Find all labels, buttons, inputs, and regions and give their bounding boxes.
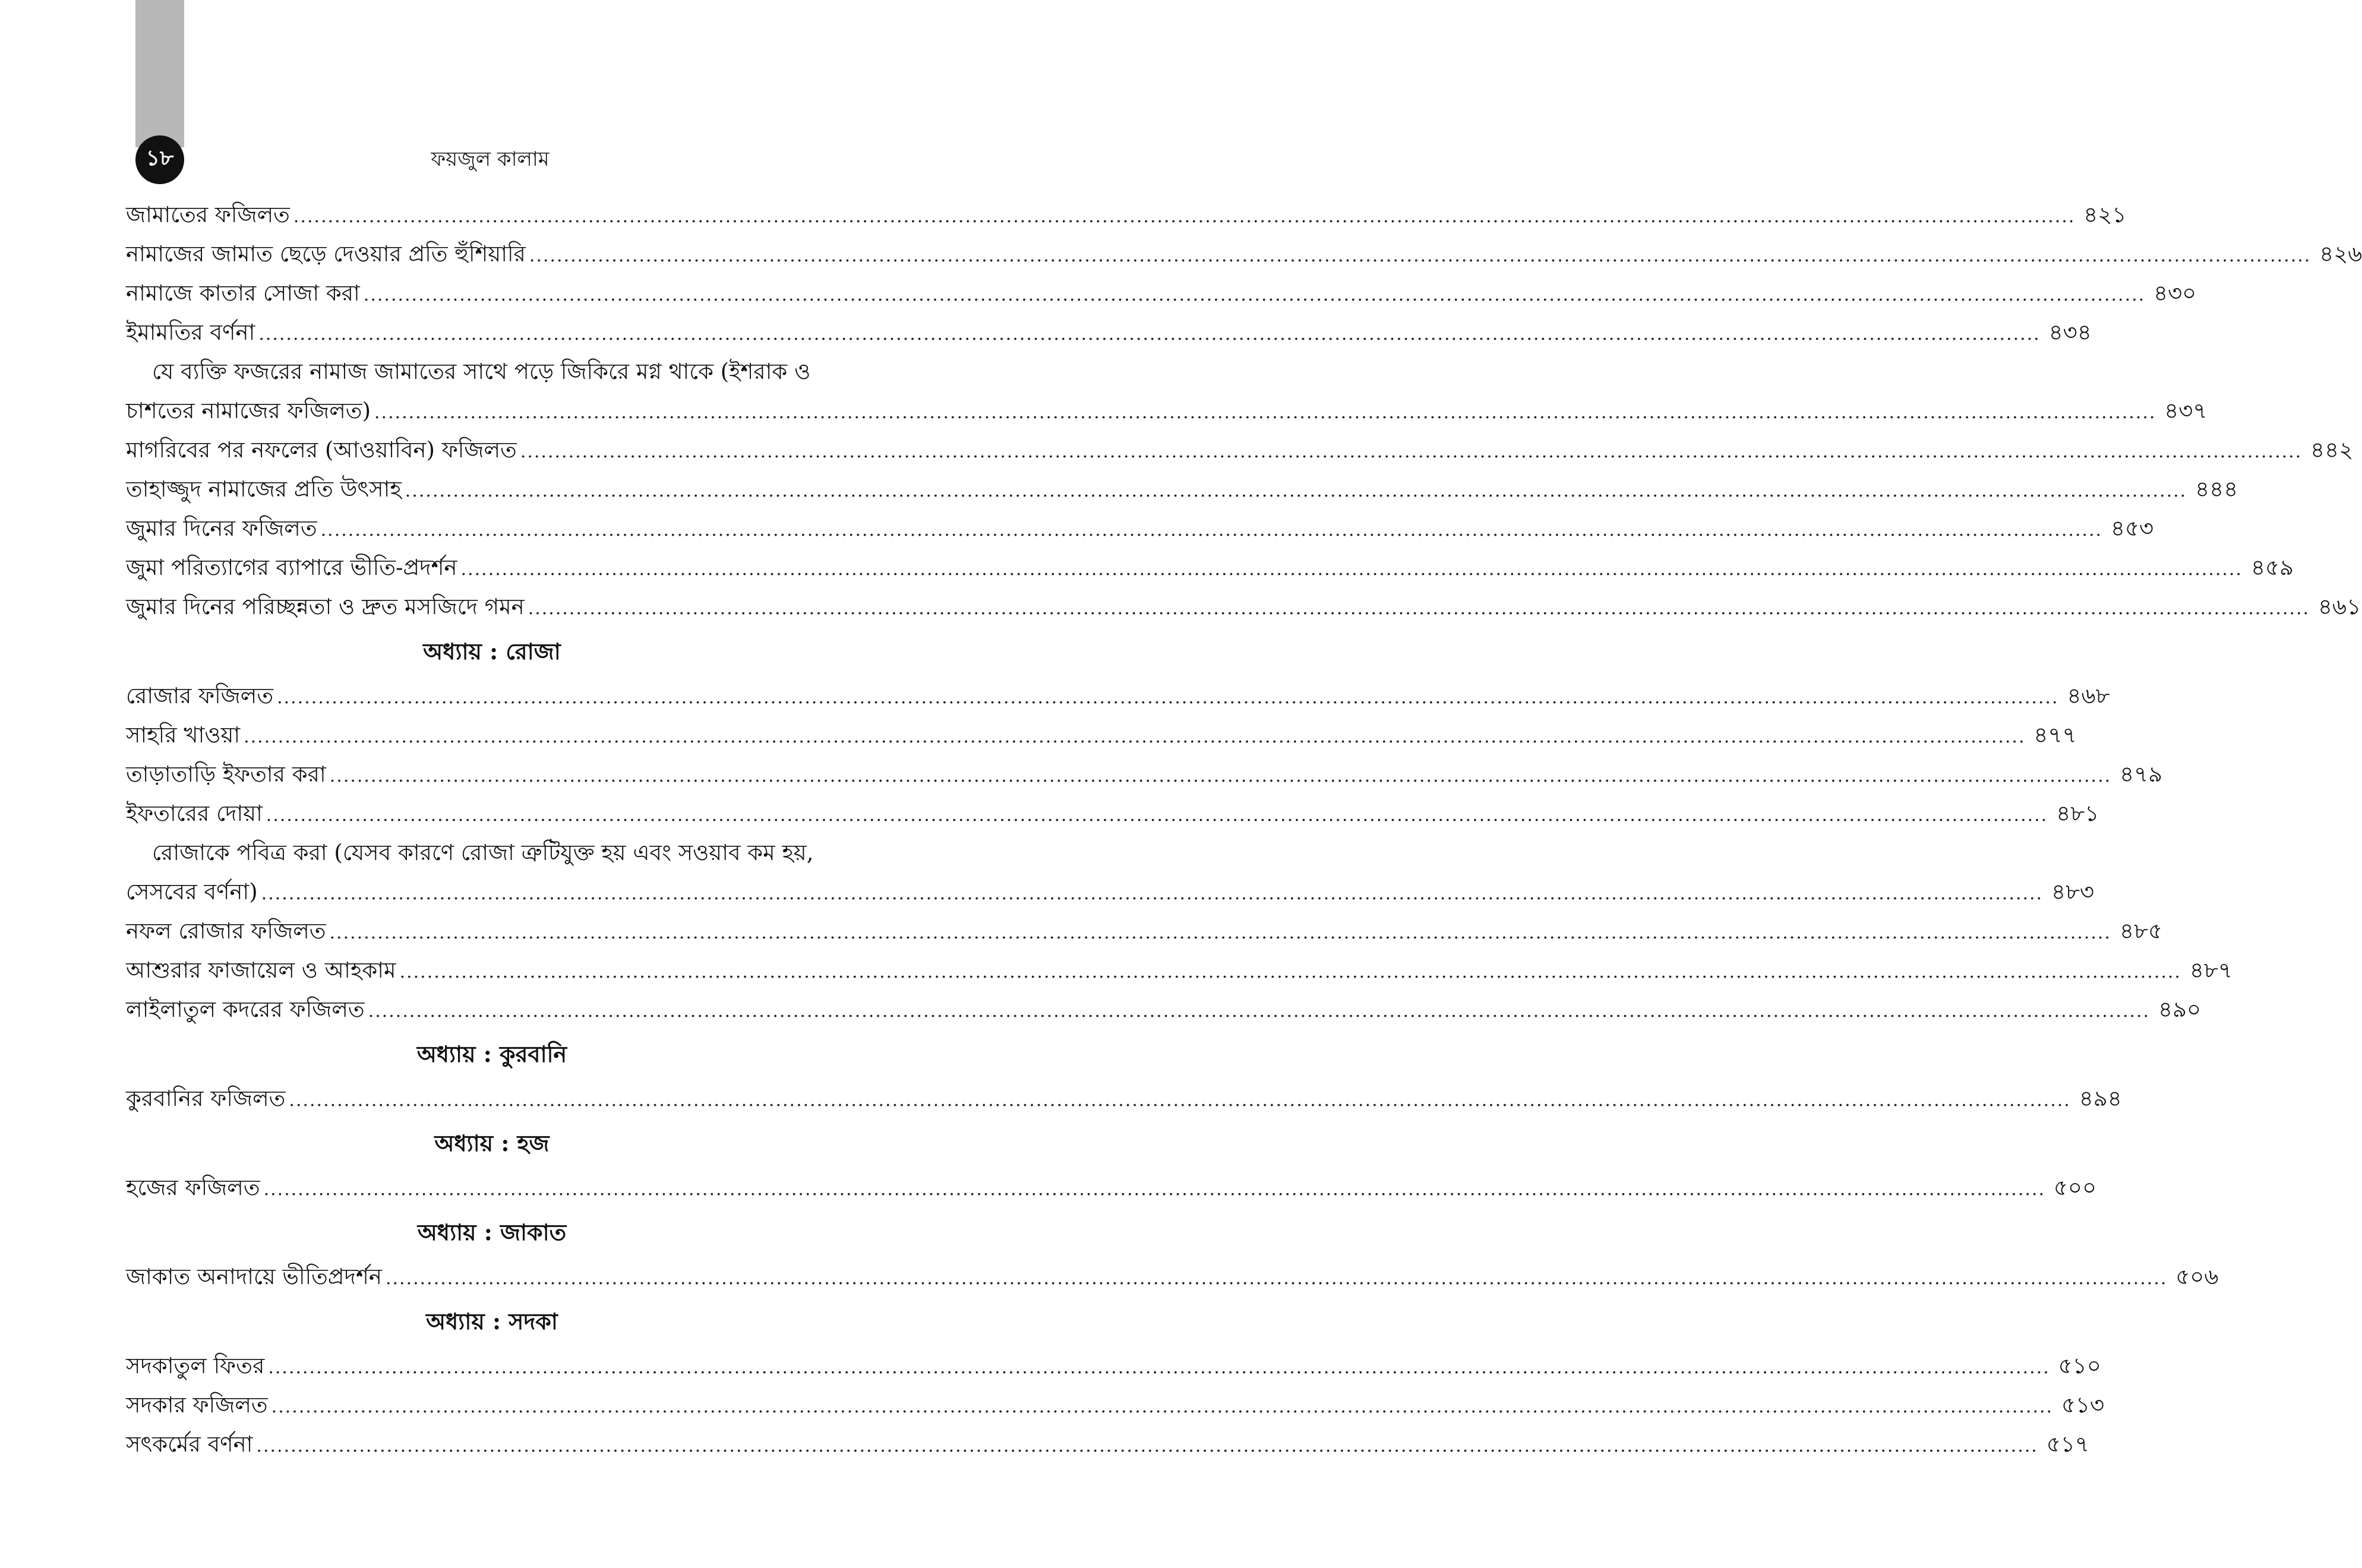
toc-entry: [126, 953, 2232, 992]
dot-leader: ....................................................................................................................................................................................................................................................................: [329, 766, 2112, 786]
chapter-heading-zakat: অধ্যায় : জাকাত: [417, 1219, 567, 1245]
toc-entry-page: ৪৪৪: [2195, 476, 2238, 502]
toc-entry-title: ইমামতির বর্ণনা: [126, 320, 255, 345]
toc-entry: [126, 276, 2197, 315]
dot-leader: ....................................................................................................................................................................................................................................................................: [289, 1090, 2071, 1111]
toc-entry-page: ৪৮৫: [2119, 918, 2162, 944]
toc-entry: [126, 992, 2202, 1031]
toc-entry-title: তাড়াতাড়ি ইফতার করা: [126, 761, 326, 787]
toc-entry-title: সাহরি খাওয়া: [126, 722, 241, 748]
dot-leader: ....................................................................................................................................................................................................................................................................: [399, 962, 2181, 982]
toc-entry-title: জুমার দিনের পরিচ্ছন্নতা ও দ্রুত মসজিদে গমন: [126, 594, 525, 619]
dot-leader: ....................................................................................................................................................................................................................................................................: [320, 520, 2103, 540]
toc-entry: [126, 757, 2163, 796]
toc-entry-title: লাইলাতুল কদরের ফজিলত: [126, 997, 365, 1022]
toc-entry: [126, 717, 2077, 757]
toc-entry: [126, 874, 2095, 913]
toc-entry-title-line: যে ব্যক্তি ফজরের নামাজ জামাতের সাথে পড়ে জিকিরে মগ্ন থাকে (ইশরাক ও: [152, 359, 811, 384]
toc-entry: [126, 315, 2092, 354]
dot-leader: ....................................................................................................................................................................................................................................................................: [293, 206, 2076, 227]
toc-entry-page: ৪৫৯: [2250, 555, 2294, 580]
toc-group-b: [126, 432, 2361, 628]
page-number: ১৮: [146, 146, 174, 170]
toc-entry-title: চাশতের নামাজের ফজিলত): [126, 398, 371, 423]
toc-group-d: [126, 913, 2232, 1031]
dot-leader: ....................................................................................................................................................................................................................................................................: [277, 687, 2059, 708]
toc-entry-page: ৪৭৭: [2033, 722, 2077, 748]
toc-entry-title: ইফতারের দোয়া: [126, 801, 263, 826]
toc-entry-page: ৪২১: [2083, 202, 2127, 227]
toc-entry: [126, 1259, 2219, 1298]
dot-leader: ....................................................................................................................................................................................................................................................................: [385, 1268, 2168, 1289]
toc-entry: [126, 913, 2162, 953]
toc-entry-page: ৪৬৮: [2067, 683, 2110, 709]
toc-multiline-entry: [126, 835, 2095, 913]
toc-entry-page: ৪৩৭: [2164, 398, 2208, 423]
dot-leader: ....................................................................................................................................................................................................................................................................: [529, 245, 2312, 266]
toc-entry: [126, 589, 2361, 628]
toc-entry: [126, 197, 2127, 236]
toc-entry-page: ৪৬১: [2318, 594, 2361, 619]
toc-entry: [126, 511, 2154, 550]
toc-entry-page: ৪৩৪: [2048, 320, 2092, 345]
toc-group-f: [126, 1170, 2096, 1209]
dot-leader: ....................................................................................................................................................................................................................................................................: [405, 480, 2187, 501]
dot-leader: ....................................................................................................................................................................................................................................................................: [268, 1357, 2050, 1378]
chapter-heading-roza: অধ্যায় : রোজা: [423, 638, 561, 665]
dot-leader: ....................................................................................................................................................................................................................................................................: [271, 1396, 2054, 1417]
toc-entry-page: ৪৩০: [2153, 280, 2197, 306]
toc-entry: [126, 796, 2099, 835]
toc-entry-title: জুমার দিনের ফজিলত: [126, 516, 317, 541]
dot-leader: ....................................................................................................................................................................................................................................................................: [374, 402, 2156, 423]
toc-entry-page: ৪৫৩: [2110, 516, 2154, 541]
toc-multiline-entry: [126, 354, 2208, 432]
toc-entry-title: হজের ফজিলত: [126, 1175, 260, 1200]
toc-entry-page: ৪৯৪: [2079, 1086, 2122, 1111]
dot-leader: ....................................................................................................................................................................................................................................................................: [460, 559, 2243, 580]
toc-entry-title: তাহাজ্জুদ নামাজের প্রতি উৎসাহ: [126, 476, 402, 502]
toc-entry-title: নফল রোজার ফজিলত: [126, 918, 326, 944]
toc-entry-title: জামাতের ফজিলত: [126, 202, 290, 227]
toc-entry-title: নামাজের জামাত ছেড়ে দেওয়ার প্রতি হুঁশিয়ারি: [126, 241, 526, 267]
chapter-heading-qurbani: অধ্যায় : কুরবানি: [416, 1041, 567, 1067]
toc-group-h: [126, 1348, 2105, 1466]
page-tab-marker: [135, 0, 184, 147]
dot-leader: ....................................................................................................................................................................................................................................................................: [256, 1436, 2038, 1456]
toc-entry-title: কুরবানির ফজিলত: [126, 1086, 286, 1111]
dot-leader: ....................................................................................................................................................................................................................................................................: [329, 922, 2111, 943]
toc-entry-page: ৪৮১: [2056, 801, 2099, 826]
toc-entry: [126, 1387, 2105, 1427]
toc-entry-title: রোজার ফজিলত: [126, 683, 274, 709]
toc-entry: [126, 678, 2110, 717]
table-of-contents: [126, 197, 2362, 1466]
dot-leader: ....................................................................................................................................................................................................................................................................: [528, 598, 2310, 619]
toc-group-a: [126, 197, 2362, 354]
toc-entry-page: ৪২৬: [2319, 241, 2362, 267]
toc-entry-title: জুমা পরিত্যাগের ব্যাপারে ভীতি-প্রদর্শন: [126, 555, 457, 580]
toc-entry-title: জাকাত অনাদায়ে ভীতিপ্রদর্শন: [126, 1264, 382, 1289]
toc-entry-page: ৫১০: [2058, 1353, 2101, 1379]
toc-entry-title: সদকার ফজিলত: [126, 1392, 268, 1418]
toc-entry: [126, 1081, 2122, 1120]
dot-leader: ....................................................................................................................................................................................................................................................................: [520, 441, 2303, 462]
toc-entry-title: আশুরার ফাজায়েল ও আহকাম: [126, 957, 396, 983]
chapter-heading-hajj: অধ্যায় : হজ: [434, 1130, 550, 1156]
toc-entry-page: ৪৭৯: [2120, 761, 2163, 787]
toc-group-c: [126, 678, 2163, 835]
toc-entry: [126, 550, 2294, 589]
dot-leader: ....................................................................................................................................................................................................................................................................: [363, 284, 2146, 305]
chapter-heading-sadaqa: অধ্যায় : সদকা: [426, 1308, 558, 1335]
dot-leader: ....................................................................................................................................................................................................................................................................: [368, 1001, 2151, 1022]
toc-entry-page: ৪৪২: [2310, 437, 2354, 463]
toc-entry-page: ৪৮৩: [2051, 879, 2095, 905]
toc-entry: [126, 236, 2362, 276]
toc-group-g: [126, 1259, 2219, 1298]
dot-leader: ....................................................................................................................................................................................................................................................................: [244, 726, 2026, 747]
toc-entry-title-line: রোজাকে পবিত্র করা (যেসব কারণে রোজা ত্রুটিযুক্ত হয় এবং সওয়াব কম হয়,: [152, 840, 814, 865]
toc-entry-page: ৪৯০: [2158, 997, 2202, 1022]
dot-leader: ....................................................................................................................................................................................................................................................................: [263, 1179, 2045, 1200]
toc-entry-page: ৫০০: [2053, 1175, 2096, 1200]
toc-entry: [126, 393, 2208, 432]
toc-entry-page: ৫০৬: [2175, 1264, 2219, 1289]
toc-entry: [126, 1427, 2089, 1466]
toc-group-e: [126, 1081, 2122, 1120]
toc-entry-title: সেসবের বর্ণনা): [126, 879, 258, 905]
toc-entry: [126, 472, 2238, 511]
toc-entry-title: মাগরিবের পর নফলের (আওয়াবিন) ফজিলত: [126, 437, 517, 463]
running-title: ফয়জুল কালাম: [431, 147, 550, 171]
toc-entry-page: ৫১৩: [2061, 1392, 2105, 1418]
toc-entry-title: সৎকর্মের বর্ণনা: [126, 1431, 253, 1457]
toc-entry-page: ৪৮৭: [2189, 957, 2232, 983]
dot-leader: ....................................................................................................................................................................................................................................................................: [261, 883, 2044, 904]
toc-entry-title: নামাজে কাতার সোজা করা: [126, 280, 360, 306]
toc-entry: [126, 1170, 2096, 1209]
dot-leader: ....................................................................................................................................................................................................................................................................: [266, 805, 2048, 826]
toc-entry-page: ৫১৭: [2046, 1431, 2089, 1457]
toc-entry-title: সদকাতুল ফিতর: [126, 1353, 265, 1379]
toc-entry: [126, 1348, 2101, 1387]
toc-entry: [126, 432, 2354, 472]
dot-leader: ....................................................................................................................................................................................................................................................................: [258, 324, 2041, 344]
